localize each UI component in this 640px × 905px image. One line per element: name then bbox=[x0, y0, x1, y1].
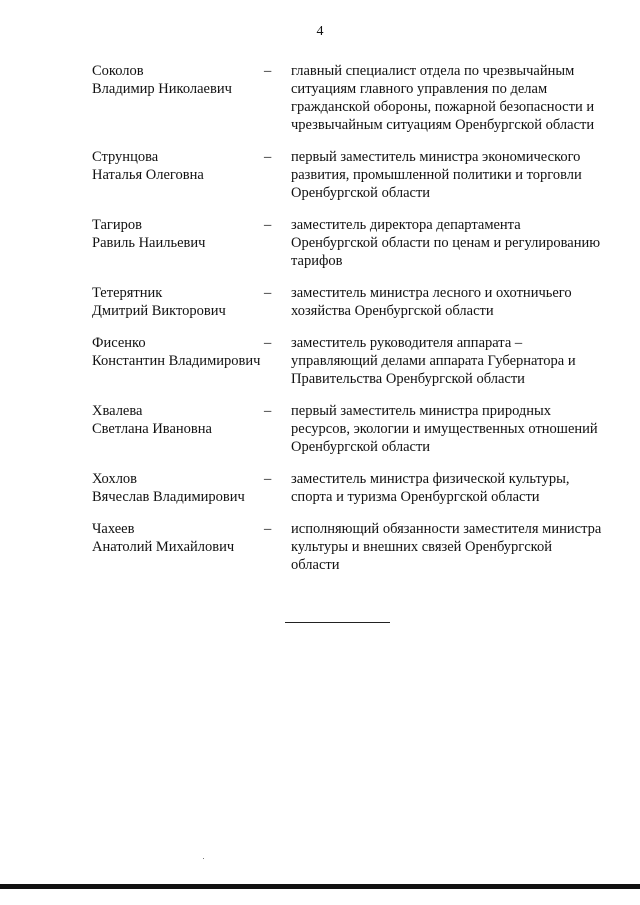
member-position: заместитель министра физической культуры, спорта и туризма Оренбургской области bbox=[291, 471, 570, 505]
member-surname: Соколов bbox=[92, 63, 144, 79]
member-list bbox=[92, 62, 602, 574]
member-entry bbox=[92, 402, 602, 456]
member-surname: Тагиров bbox=[92, 217, 142, 233]
scan-speck bbox=[203, 858, 204, 859]
member-entry bbox=[92, 520, 602, 574]
member-entry bbox=[92, 216, 602, 270]
member-name bbox=[92, 470, 264, 506]
member-name bbox=[92, 216, 264, 252]
member-position: исполняющий обязанности заместителя министра культуры и внешних связей Оренбургской области bbox=[291, 521, 602, 573]
page-number: 4 bbox=[316, 24, 324, 39]
member-name bbox=[92, 62, 264, 98]
member-name bbox=[92, 520, 264, 556]
dash-separator: – bbox=[264, 149, 272, 165]
dash-separator: – bbox=[264, 335, 272, 351]
member-given-names: Константин Владимирович bbox=[92, 353, 261, 369]
member-given-names: Вячеслав Владимирович bbox=[92, 489, 245, 505]
member-entry bbox=[92, 470, 602, 506]
member-surname: Чахеев bbox=[92, 521, 135, 537]
member-surname: Хохлов bbox=[92, 471, 138, 487]
member-position: заместитель директора департамента Оренбургской области по ценам и регулированию тарифов bbox=[291, 217, 601, 269]
member-position: первый заместитель министра природных ресурсов, экологии и имущественных отношений Оренбургской области bbox=[291, 403, 598, 455]
dash-separator: – bbox=[264, 217, 272, 233]
member-name bbox=[92, 148, 264, 184]
member-surname: Фисенко bbox=[92, 335, 146, 351]
member-surname: Тетерятник bbox=[92, 285, 163, 301]
dash-separator: – bbox=[264, 403, 272, 419]
dash-separator: – bbox=[264, 471, 272, 487]
member-given-names: Равиль Наильевич bbox=[92, 235, 206, 251]
member-given-names: Наталья Олеговна bbox=[92, 167, 204, 183]
member-name bbox=[92, 334, 264, 370]
member-entry bbox=[92, 284, 602, 320]
member-entry bbox=[92, 62, 602, 134]
member-name bbox=[92, 284, 264, 320]
member-given-names: Дмитрий Викторович bbox=[92, 303, 226, 319]
dash-separator: – bbox=[264, 63, 272, 79]
member-position: первый заместитель министра экономического развития, промышленной политики и торговли Оренбургской области bbox=[291, 149, 582, 201]
member-position: заместитель руководителя аппарата – управляющий делами аппарата Губернатора и Правительства Оренбургской области bbox=[291, 335, 576, 387]
member-entry bbox=[92, 334, 602, 388]
dash-separator: – bbox=[264, 285, 272, 301]
end-of-list-rule bbox=[285, 622, 390, 623]
member-name bbox=[92, 402, 264, 438]
member-entry bbox=[92, 148, 602, 202]
member-position: заместитель министра лесного и охотничьего хозяйства Оренбургской области bbox=[291, 285, 572, 319]
dash-separator: – bbox=[264, 521, 272, 537]
member-given-names: Светлана Ивановна bbox=[92, 421, 212, 437]
member-position: главный специалист отдела по чрезвычайным ситуациям главного управления по делам гражданской обороны, пожарной безопасности и чрезвычайным ситуациям Оренбургской области bbox=[291, 63, 595, 133]
scan-bottom-bar bbox=[0, 884, 640, 889]
member-given-names: Анатолий Михайлович bbox=[92, 539, 235, 555]
member-surname: Хвалева bbox=[92, 403, 143, 419]
member-surname: Струнцова bbox=[92, 149, 159, 165]
member-given-names: Владимир Николаевич bbox=[92, 81, 232, 97]
